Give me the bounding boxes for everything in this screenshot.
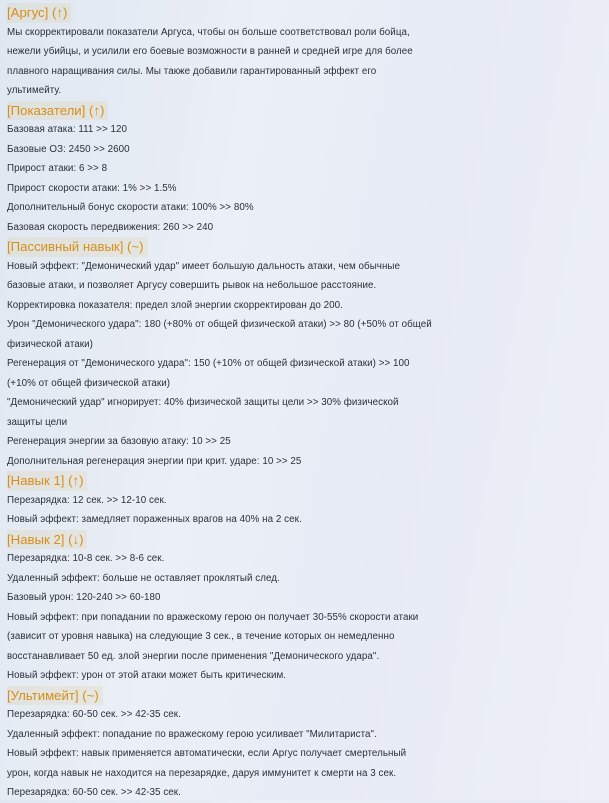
section-header: [Навык 1] (↑) [7, 471, 87, 491]
text-line: защиты цели [7, 416, 68, 428]
text-line: Прирост скорости атаки: 1% >> 1.5% [7, 182, 177, 194]
text-line: Перезарядка: 12 сек. >> 12-10 сек. [7, 494, 167, 506]
text-line: Перезарядка: 60-50 сек. >> 42-35 сек. [7, 787, 181, 798]
text-line: Новый эффект: "Демонический удар" имеет большую дальность атаки, чем обычные [7, 260, 400, 272]
text-line: Новый эффект: урон от этой атаки может быть критическим. [7, 670, 287, 681]
text-line: Дополнительный бонус скорости атаки: 100% >> 80% [7, 202, 254, 213]
section-passive [7, 237, 609, 471]
text-line: Новый эффект: навык применяется автоматически, если Аргус получает смертельный [7, 748, 407, 759]
section-header: [Аргус] (↑) [7, 3, 71, 23]
text-line: Перезарядка: 60-50 сек. >> 42-35 сек. [7, 709, 181, 720]
text-line: базовые атаки, и позволяет Аргусу совершить рывок на небольшое расстояние. [7, 280, 377, 291]
text-line: Базовый урон: 120-240 >> 60-180 [7, 592, 161, 603]
text-line: ультимейту. [7, 85, 62, 96]
text-line: восстанавливает 50 ед. злой энергии после применения "Демонического удара". [7, 650, 380, 662]
text-line: урон, когда навык не находится на перезарядке, даруя иммунитет к смерти на 3 сек. [7, 767, 397, 779]
section-argus [7, 3, 609, 101]
text-line: Дополнительная регенерация энергии при крит. ударе: 10 >> 25 [7, 455, 302, 467]
section-skill-1 [7, 471, 609, 530]
text-line: Базовые ОЗ: 2450 >> 2600 [7, 143, 130, 155]
text-line: Удаленный эффект: попадание по вражескому герою усиливает "Милитариста". [7, 728, 377, 740]
text-line: Удаленный эффект: больше не оставляет проклятый след. [7, 572, 280, 584]
text-line: Регенерация энергии за базовую атаку: 10 >> 25 [7, 436, 231, 447]
section-stats [7, 101, 609, 238]
text-line: физической атаки) [7, 338, 93, 350]
section-header: [Показатели] (↑) [7, 101, 108, 121]
text-line: Новый эффект: замедляет пораженных врагов на 40% на 2 сек. [7, 514, 302, 525]
section-header: [Ультимейт] (~) [7, 686, 103, 706]
section-header: [Навык 2] (↓) [7, 530, 87, 550]
text-line: Базовая атака: 111 >> 120 [7, 124, 127, 135]
text-line: Регенерация от "Демонического удара": 150 (+10% от общей физической атаки) >> 100 [7, 358, 410, 369]
text-line: Перезарядка: 10-8 сек. >> 8-6 сек. [7, 553, 165, 564]
text-line: "Демонический удар" игнорирует: 40% физической защиты цели >> 30% физической [7, 397, 399, 408]
section-header: [Пассивный навык] (~) [7, 237, 148, 257]
text-line: (+10% от общей физической атаки) [7, 377, 171, 389]
text-line: Базовая скорость передвижения: 260 >> 240 [7, 221, 214, 233]
text-line: Мы скорректировали показатели Аргуса, чтобы он больше соответствовал роли бойца, [7, 26, 410, 38]
text-line: Прирост атаки: 6 >> 8 [7, 163, 108, 174]
text-line: Урон "Демонического удара": 180 (+80% от общей физической атаки) >> 80 (+50% от общей [7, 319, 432, 330]
section-ultimate [7, 686, 609, 803]
text-line: плавного наращивания силы. Мы также добавили гарантированный эффект его [7, 65, 377, 77]
text-line: нежели убийцы, и усилили его боевые возможности в ранней и средней игре для более [7, 46, 413, 57]
text-line: (зависит от уровня навыка) на следующие 3 сек., в течение которых он немедленно [7, 631, 395, 642]
text-line: Корректировка показателя: предел злой энергии скорректирован до 200. [7, 299, 343, 311]
section-skill-2 [7, 530, 609, 686]
text-line: Новый эффект: при попадании по вражескому герою он получает 30-55% скорости атаки [7, 611, 419, 623]
